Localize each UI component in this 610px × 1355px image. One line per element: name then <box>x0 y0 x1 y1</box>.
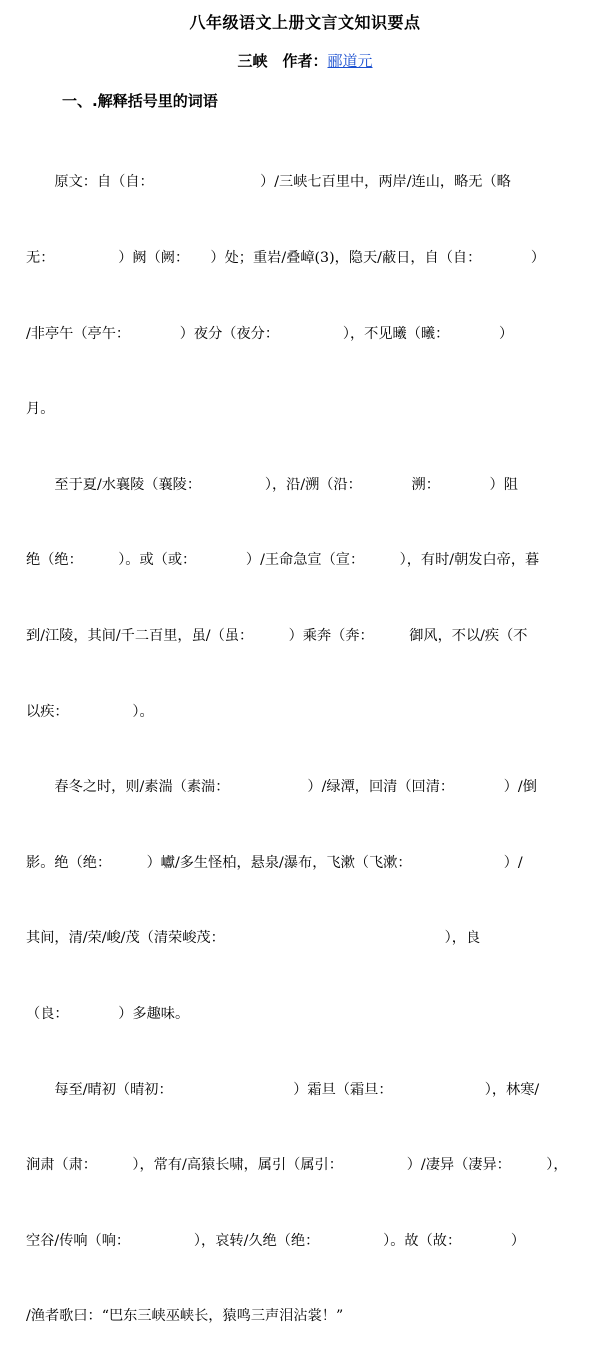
text-line: 至于夏/水襄陵（襄陵： ），沿/溯（沿： 溯： ）阻 <box>26 476 518 493</box>
text-line: 到/江陵，其间/千二百里，虽/（虽： ）乘奔（奔： 御风，不以/疾（不 <box>26 627 528 644</box>
subtitle-prefix: 三峡 作者： <box>237 52 328 70</box>
document-title: 八年级语文上册文言文知识要点 <box>189 13 421 32</box>
document-subtitle <box>0 50 610 71</box>
text-line: （良： ）多趣味。 <box>26 1005 190 1022</box>
text-line: 其间，清/荣/峻/茂（清荣峻茂： ），良 <box>26 930 481 947</box>
section-heading: 一、.解释括号里的词语 <box>62 92 218 110</box>
text-line: 无： ）阙（阙： ）处；重岩/叠嶂(3)，隐天/蔽日，自（自： ） <box>26 250 546 266</box>
text-line: /渔者歌曰：“巴东三峡巫峡长，猿鸣三声泪沾裳！” <box>26 1308 344 1325</box>
text-line: 原文：自（自： ）/三峡七百里中，两岸/连山，略无（略 <box>26 174 511 191</box>
author-link[interactable]: 郦道元 <box>327 52 373 70</box>
text-line: 涧肃（肃： ），常有/高猿长啸，属引（属引： ）/凄异（凄异： ）， <box>26 1157 568 1174</box>
text-line: 春冬之时，则/素湍（素湍： ）/绿潭，回清（回清： ）/倒 <box>26 779 537 796</box>
text-line: /非亭午（亭午： ）夜分（夜分： ），不见曦（曦： ） <box>26 325 514 342</box>
text-line: 空谷/传响（响： ），哀转/久绝（绝： ）。故（故： ） <box>26 1232 526 1249</box>
text-line: 月。 <box>26 401 55 418</box>
text-line: 以疾： ）。 <box>26 703 154 720</box>
text-line: 影。绝（绝： ）巘/多生怪柏，悬泉/瀑布，飞漱（飞漱： ）/ <box>26 854 523 871</box>
body-text <box>26 120 586 1355</box>
text-line: 绝（绝： ）。或（或： ）/王命急宣（宣： ），有时/朝发白帝，暮 <box>26 552 540 569</box>
text-line: 每至/晴初（晴初： ）霜旦（霜旦： ），林寒/ <box>26 1081 540 1098</box>
